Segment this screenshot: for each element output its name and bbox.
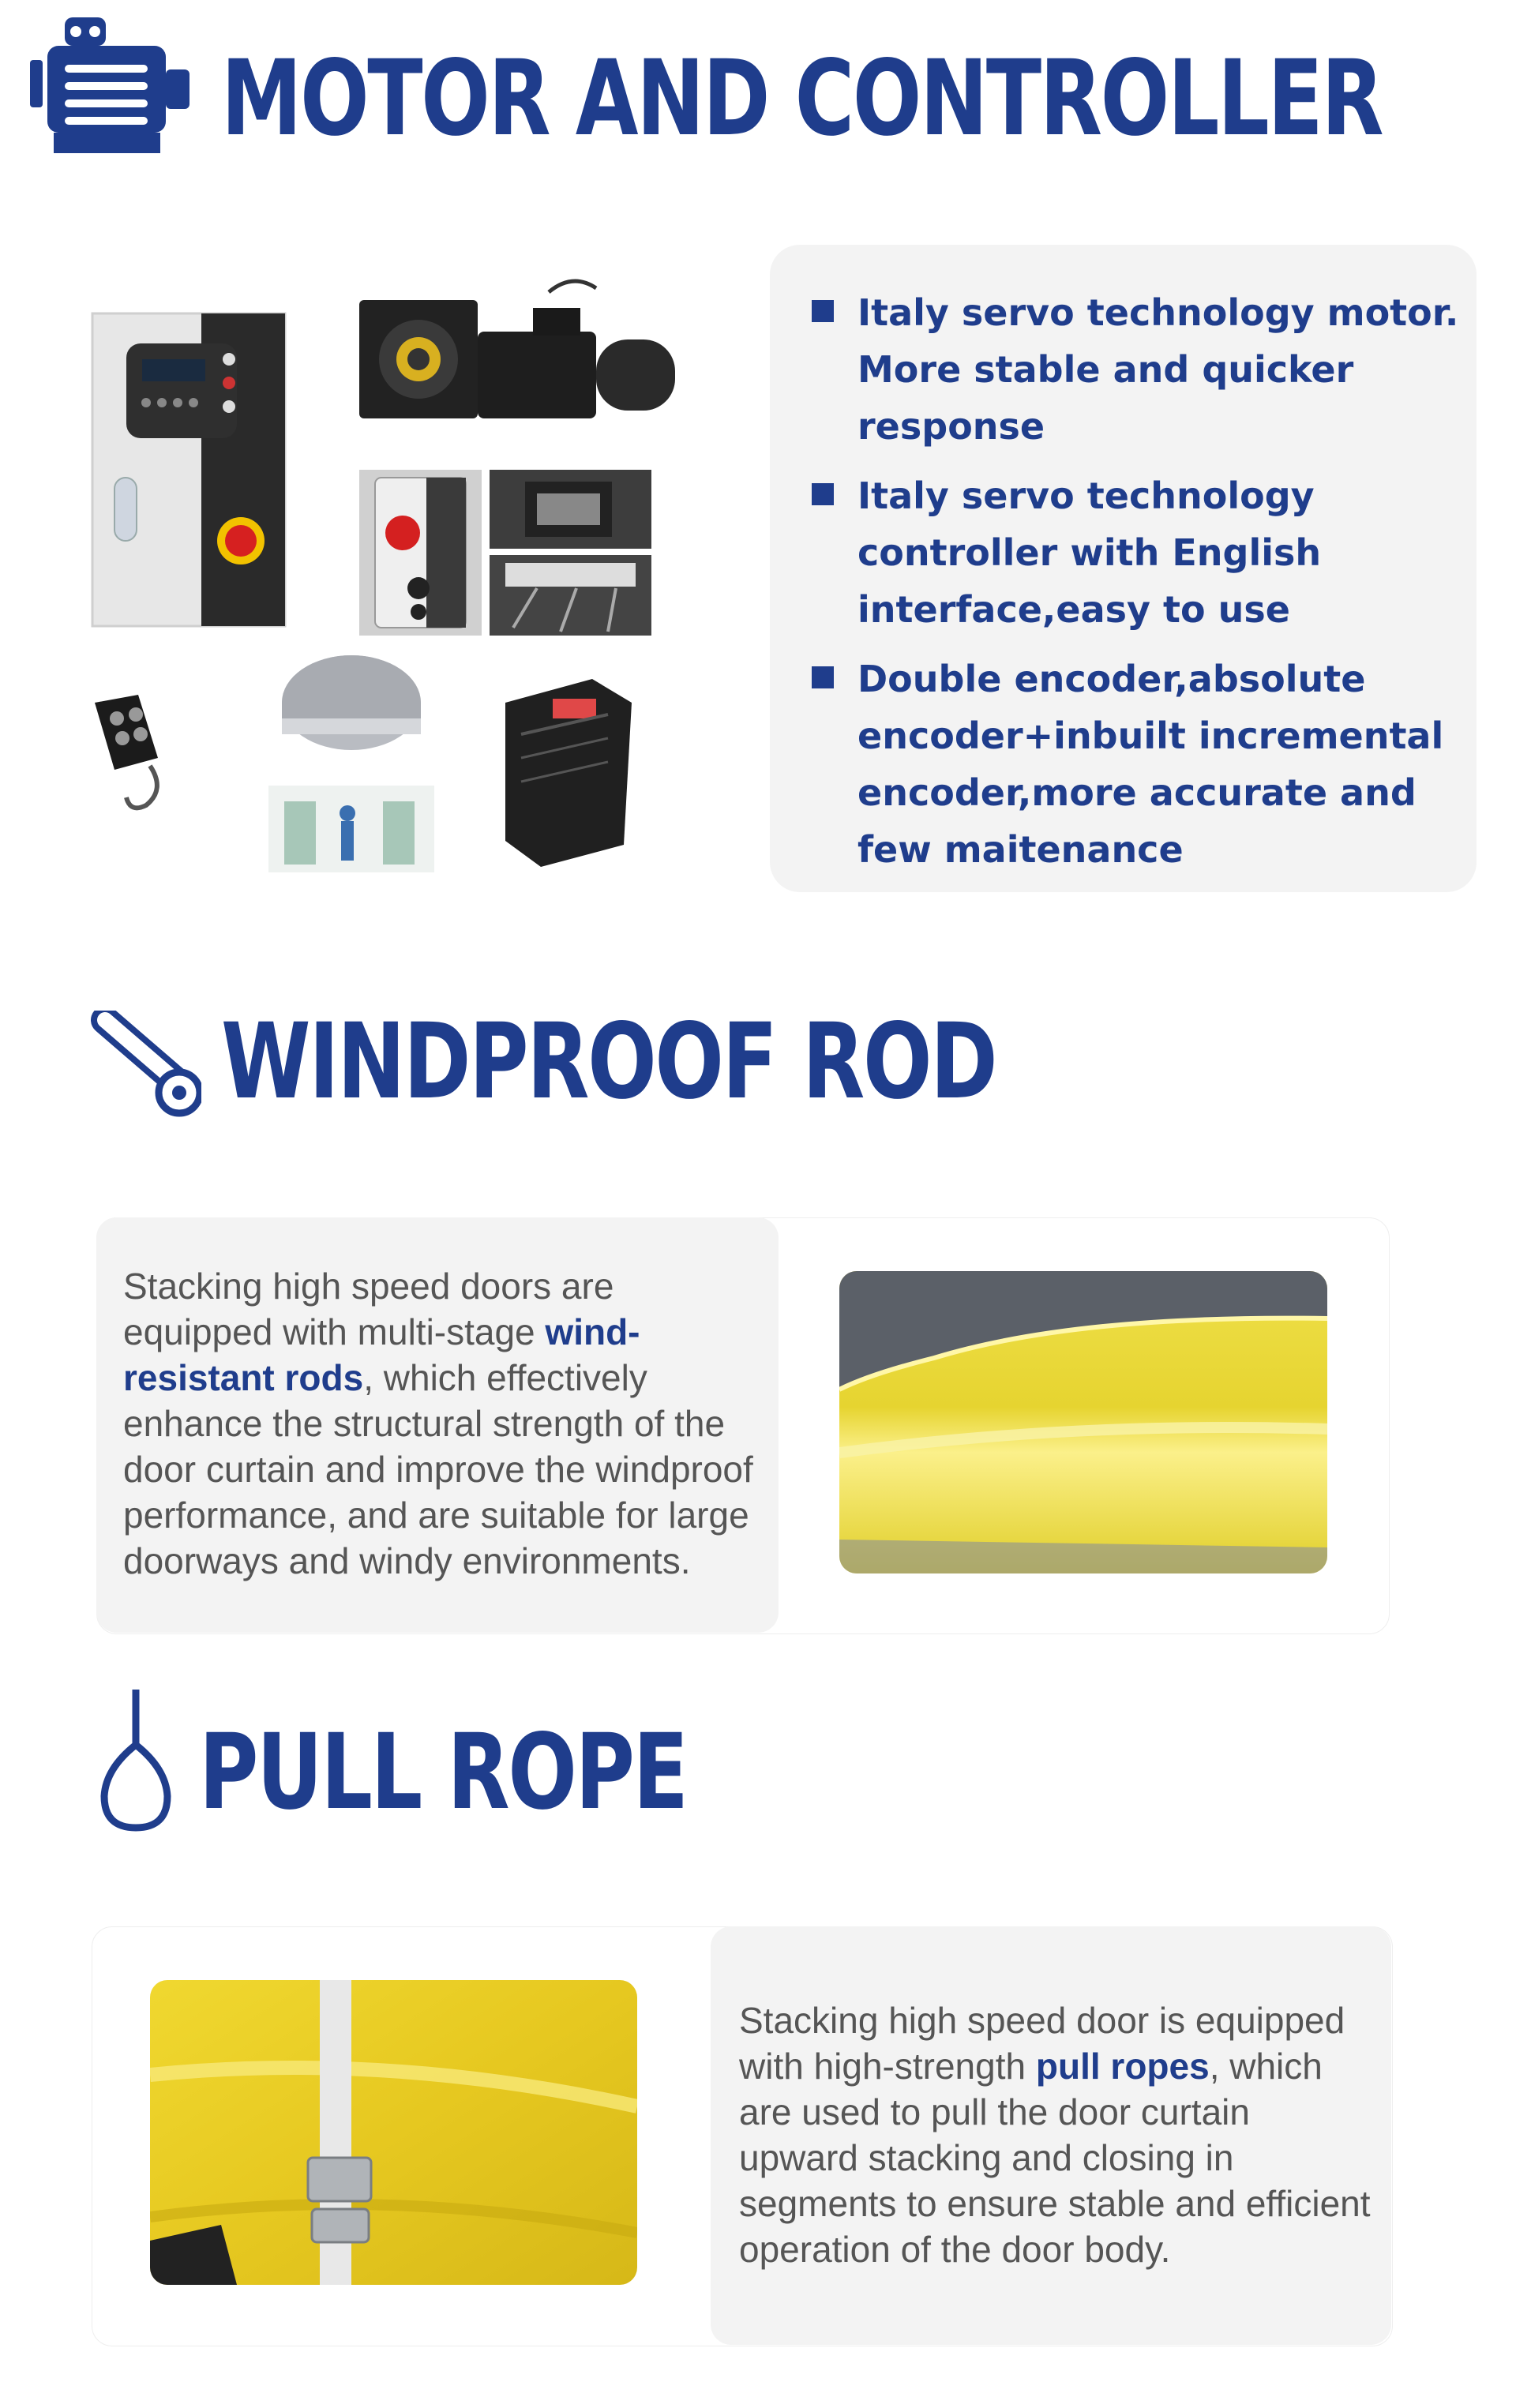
feature-text: Italy servo technology controller with English interface,easy to use (857, 474, 1322, 631)
windproof-highlight: wind-resistant rods (123, 1311, 640, 1398)
feature-item (812, 651, 1491, 878)
radar-sensor-image (253, 655, 442, 876)
loop-detector-image (497, 671, 636, 868)
rope-icon (98, 1690, 177, 1836)
product-collage (71, 276, 687, 876)
pullrope-highlight: pull ropes (1035, 2046, 1210, 2087)
pull-rope-photo (150, 1980, 637, 2285)
motor-feature-list (812, 284, 1491, 891)
windproof-rod-photo (839, 1271, 1327, 1573)
motor-icon (30, 17, 196, 156)
remote-control-image (79, 687, 190, 829)
servo-motor-image (351, 276, 683, 458)
bullet-square-icon (812, 300, 834, 322)
section-title-motor: MOTOR AND CONTROLLER (221, 38, 1383, 159)
feature-item (812, 467, 1491, 638)
encoder-image (490, 470, 651, 636)
feature-item (812, 284, 1491, 455)
pullrope-description: Stacking high speed door is equipped with high-strength pull ropes, which are used to pull the door curtain upward stacking and closing in segments to ensure stable and efficient operation of the door body. (739, 2000, 1371, 2270)
bullet-square-icon (812, 483, 834, 505)
control-box-image (91, 312, 288, 628)
feature-text: Double encoder,absolute encoder+inbuilt incremental encoder,more accurate and few maitenance (857, 658, 1444, 871)
section-title-windproof: WINDPROOF ROD (221, 1001, 996, 1123)
feature-text: Italy servo technology motor. More stable and quicker response (857, 291, 1459, 448)
bullet-square-icon (812, 666, 834, 688)
windproof-description: Stacking high speed doors are equipped with multi-stage wind-resistant rods, which effectively enhance the structural strength of the door curtain and improve the windproof performance, and are suitable for large doorways and windy environments. (123, 1266, 753, 1581)
section-title-pullrope: PULL ROPE (199, 1712, 687, 1833)
push-button-image (359, 470, 482, 636)
rod-icon (91, 1011, 201, 1121)
